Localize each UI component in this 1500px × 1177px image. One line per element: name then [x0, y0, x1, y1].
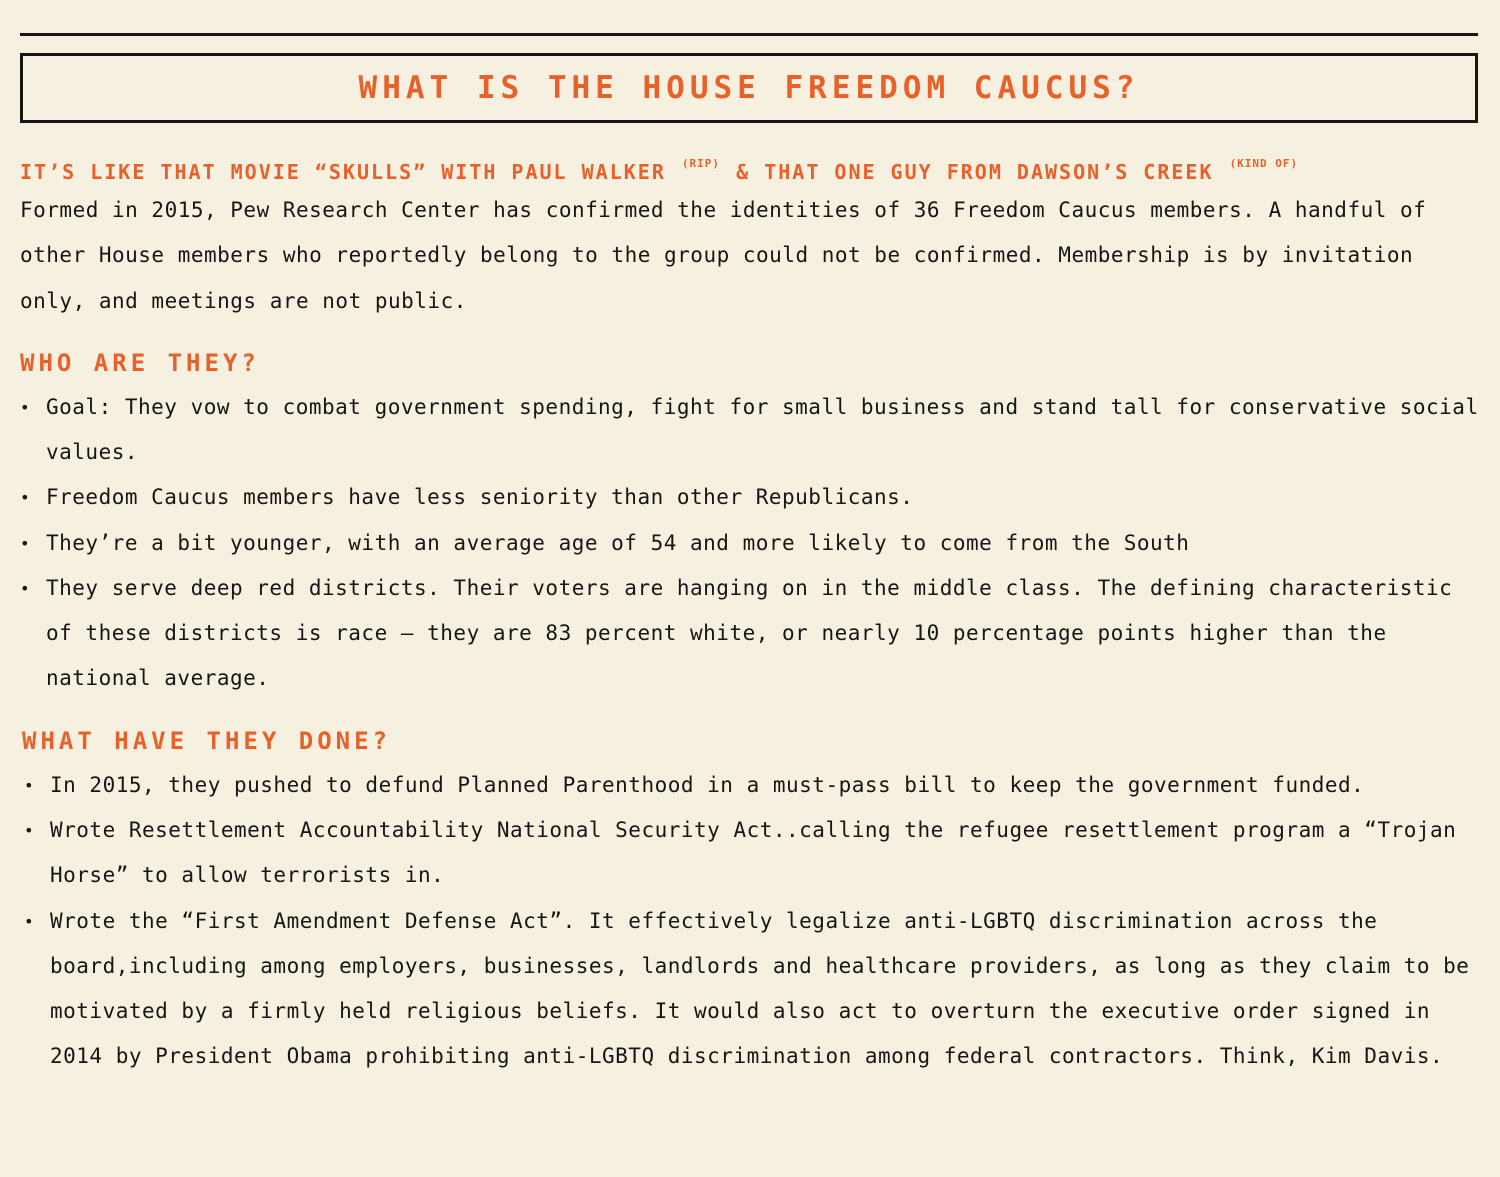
- tagline-part-2: & THAT ONE GUY FROM DAWSON’S CREEK: [736, 160, 1214, 184]
- tagline-note-1: (RIP): [681, 157, 721, 170]
- list-item: • They’re a bit younger, with an average age of 54 and more likely to come from the South: [20, 521, 1480, 566]
- page-title: WHAT IS THE HOUSE FREEDOM CAUCUS?: [358, 70, 1140, 106]
- section-heading-who: WHO ARE THEY?: [20, 349, 260, 377]
- tagline: [20, 157, 1300, 184]
- list-item: • Freedom Caucus members have less seniority than other Republicans.: [20, 475, 1480, 520]
- tagline-note-2: (KIND OF): [1229, 157, 1299, 170]
- list-item: • Wrote the “First Amendment Defense Act”. It effectively legalize anti-LGBTQ discrimination across the board,including among employers, businesses, landlords and healthcare providers, as long as they claim to be motivated by a firmly held religious beliefs. It would also act to overturn the executive order signed in 2014 by President Obama prohibiting anti-LGBTQ discrimination among federal contractors. Think, Kim Davis.: [24, 899, 1484, 1080]
- list-item: • Goal: They vow to combat government spending, fight for small business and stand tall for conservative social values.: [20, 385, 1480, 475]
- section-heading-done: WHAT HAVE THEY DONE?: [22, 727, 391, 755]
- who-list: [20, 385, 1480, 701]
- tagline-part-1: IT’S LIKE THAT MOVIE “SKULLS” WITH PAUL WALKER: [20, 160, 666, 184]
- title-box: [20, 53, 1478, 123]
- list-item: • In 2015, they pushed to defund Planned Parenthood in a must-pass bill to keep the government funded.: [24, 763, 1484, 808]
- list-item: • Wrote Resettlement Accountability National Security Act..calling the refugee resettlement program a “Trojan Horse” to allow terrorists in.: [24, 808, 1484, 898]
- done-list: [24, 763, 1484, 1079]
- list-item: • They serve deep red districts. Their voters are hanging on in the middle class. The defining characteristic of these districts is race – they are 83 percent white, or nearly 10 percentage points higher than the national average.: [20, 566, 1480, 702]
- top-rule: [20, 33, 1478, 36]
- intro-paragraph: Formed in 2015, Pew Research Center has confirmed the identities of 36 Freedom Caucus members. A handful of other House members who reportedly belong to the group could not be confirmed. Membership is by invitation only, and meetings are not public.: [20, 198, 1427, 313]
